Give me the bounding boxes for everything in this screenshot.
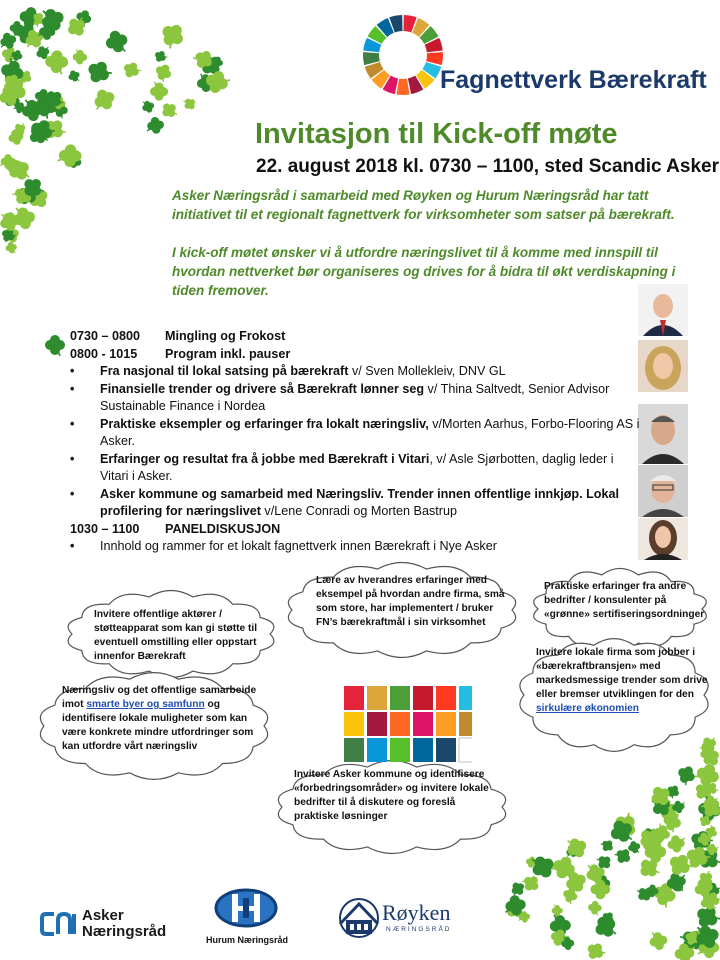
- thought-cloud-6: [272, 758, 512, 856]
- clover-icon: [38, 4, 68, 35]
- program-item-speaker: v/ Sven Mollekleiv, DNV GL: [348, 364, 506, 378]
- program-list-panel: [70, 538, 640, 556]
- clover-icon: [121, 59, 143, 81]
- brand-title: Fagnettverk Bærekraft: [440, 66, 707, 94]
- sdg-goal-tile: [367, 738, 387, 762]
- clover-icon: [145, 116, 165, 135]
- clover-icon: [57, 144, 82, 168]
- clover-icon: [666, 834, 687, 854]
- clover-icon: [33, 87, 53, 106]
- royken-logo-text: Røyken: [382, 900, 451, 925]
- sdg-goal-tile: [436, 712, 456, 736]
- clover-icon: [519, 872, 542, 895]
- cloud-text-part: og identifisere lokale muligheter som kan være konkrete mindre utfordringer som kan utfordre vårt næringsliv: [62, 699, 254, 752]
- clover-icon: [0, 45, 19, 65]
- clover-icon: [72, 49, 87, 65]
- clover-icon: [639, 825, 660, 846]
- clover-icon: [0, 225, 22, 246]
- clover-icon: [563, 834, 590, 862]
- clover-icon: [696, 868, 717, 889]
- clover-icon: [644, 884, 659, 898]
- cloud-text-part: Næringsliv og det offentlige samarbeide imot: [62, 685, 257, 710]
- speaker-photo-3: [638, 404, 688, 464]
- clover-icon: [703, 881, 720, 899]
- program-item-speaker: v/ Thina Saltvedt, Senior Advisor Sustainable Finance i Nordea: [100, 381, 610, 413]
- clover-icon: [560, 886, 579, 906]
- clover-icon: [196, 73, 215, 93]
- thought-cloud-text: [536, 646, 708, 716]
- clover-icon: [1, 212, 21, 231]
- program-time: 0800 - 1015: [70, 346, 138, 361]
- clover-icon: [26, 122, 52, 148]
- clover-icon: [549, 927, 571, 948]
- clover-icon: [10, 183, 35, 208]
- asker-logo-line2: Næringsråd: [82, 923, 167, 940]
- clover-icon: [19, 174, 47, 202]
- sdg-wheel-segment: [396, 79, 409, 95]
- sdg-goal-tile: [459, 712, 472, 736]
- clover-icon: [637, 827, 668, 858]
- program-time: 0730 – 0800: [70, 329, 141, 343]
- clover-icon: [29, 10, 47, 28]
- clover-icon: [203, 68, 232, 96]
- clover-icon: [692, 902, 720, 933]
- clover-icon: [12, 100, 27, 115]
- clover-icon: [0, 30, 19, 51]
- clover-icon: [103, 28, 130, 56]
- clover-icon: [683, 843, 713, 872]
- clover-icon: [583, 861, 607, 886]
- clover-icon: [67, 69, 82, 85]
- sdg-goal-tile: [436, 738, 456, 762]
- program-item-speaker: , v/ Asle Sjørbotten, daglig leder i Vitari i Asker.: [100, 451, 614, 483]
- circular-economy-link[interactable]: sirkulære økonomien: [536, 703, 640, 714]
- sdg-goal-tile: [413, 738, 433, 762]
- clover-icon: [32, 93, 59, 121]
- clover-icon: [634, 884, 654, 904]
- clover-icon: [159, 100, 181, 122]
- clover-icon: [11, 121, 28, 138]
- program-item: [70, 451, 640, 486]
- sdg-goal-tile: [436, 686, 456, 710]
- clover-icon: [548, 853, 578, 882]
- clover-icon: [656, 799, 682, 825]
- clover-icon: [706, 843, 719, 856]
- clover-icon: [51, 94, 67, 110]
- clover-icon: [190, 46, 216, 72]
- program-item: [70, 486, 640, 521]
- clover-icon: [698, 891, 720, 913]
- program-desc: Mingling og Frokost: [165, 329, 286, 343]
- program: [70, 328, 640, 556]
- program-row-panel: [70, 521, 640, 539]
- clover-icon: [695, 845, 720, 874]
- hurum-logo-text: Hurum Næringsråd: [206, 935, 289, 945]
- program-item: [70, 363, 640, 381]
- thought-cloud-text: [62, 684, 258, 754]
- clover-icon: [696, 795, 720, 823]
- clover-icon: [0, 226, 18, 245]
- clover-icon: [697, 937, 720, 959]
- clover-icon: [21, 26, 46, 51]
- clover-icon: [636, 825, 663, 852]
- clover-icon: [651, 822, 672, 844]
- clover-icon: [648, 930, 669, 952]
- sdg-wheel-logo: [362, 14, 444, 96]
- program-item: [70, 381, 640, 416]
- clover-icon: [702, 890, 720, 910]
- clover-icon: [692, 921, 720, 952]
- clover-icon: [702, 780, 720, 798]
- clover-icon: [45, 50, 69, 75]
- clover-icon: [676, 925, 707, 956]
- program-desc: Program inkl. pauser: [165, 346, 291, 361]
- clover-icon: [674, 763, 698, 788]
- clover-icon: [13, 163, 30, 181]
- clover-icon: [703, 824, 719, 840]
- clover-icon: [698, 794, 720, 821]
- royken-logo-icon: [336, 898, 382, 938]
- clover-icon: [688, 827, 715, 854]
- clover-icon: [0, 82, 24, 109]
- sdg-goal-tile: [390, 686, 410, 710]
- intro-text: [172, 186, 692, 300]
- sdg-goal-tile: [459, 686, 472, 710]
- clover-icon: [65, 152, 83, 170]
- speaker-photo-5: [638, 518, 688, 560]
- clover-icon: [7, 128, 27, 147]
- clover-icon: [9, 21, 24, 37]
- intro-paragraph-2: I kick-off møtet ønsker vi å utfordre næringslivet til å komme med innspill til hvordan nettverket bør organiseres og drives for å bidra til økt verdiskapning i tiden fremover.: [172, 245, 676, 298]
- clover-icon: [647, 782, 675, 810]
- clover-icon: [584, 939, 608, 960]
- program-item-title: Erfaringer og resultat fra å jobbe med Bærekraft i Vitari: [100, 451, 430, 466]
- clover-icon: [0, 56, 27, 86]
- clover-icon: [564, 843, 581, 859]
- clover-icon: [644, 840, 667, 864]
- program-item: [70, 538, 640, 556]
- clover-icon: [549, 913, 572, 937]
- thought-cloud-text: Invitere Asker kommune og identifisere «forbedringsområder» og invitere lokale bedrifter til å diskutere og foreslå praktiske løsninger: [294, 769, 489, 822]
- thought-cloud-4: [34, 670, 274, 782]
- clover-icon: [591, 912, 621, 942]
- clover-icon: [607, 816, 637, 847]
- clover-icon: [9, 48, 24, 62]
- clover-icon: [16, 67, 35, 85]
- program-item-title: Praktiske eksempler og erfaringer fra lokalt næringsliv,: [100, 416, 429, 431]
- clover-icon: [599, 910, 616, 927]
- clover-icon: [587, 867, 605, 885]
- hurum-naeringsrad-logo: [206, 888, 288, 945]
- page-title: Invitasjon til Kick-off møte: [255, 118, 618, 150]
- thought-cloud-2: [282, 560, 522, 660]
- clover-icon: [609, 809, 642, 842]
- sdg-goal-tile: [413, 686, 433, 710]
- clover-icon: [561, 936, 575, 951]
- clover-icon: [140, 98, 156, 114]
- asker-logo-icon: [40, 910, 80, 938]
- clover-icon: [692, 760, 720, 789]
- clover-icon: [664, 783, 681, 801]
- clover-icon: [683, 929, 702, 948]
- clover-icon: [562, 867, 590, 895]
- clover-icon: [51, 101, 69, 120]
- clover-icon: [0, 154, 16, 169]
- clover-icon: [650, 880, 679, 910]
- clover-icon: [153, 49, 169, 65]
- clover-icon: [665, 871, 687, 894]
- clover-icon: [599, 837, 616, 854]
- clover-icon: [503, 894, 528, 918]
- clover-icon: [24, 184, 52, 212]
- clover-icon: [4, 156, 27, 178]
- sdg-goal-tile: [459, 738, 472, 762]
- clover-icon: [635, 855, 663, 883]
- clover-icon: [181, 95, 198, 112]
- clover-icon: [671, 800, 686, 815]
- intro-paragraph-1: Asker Næringsråd i samarbeid med Røyken og Hurum Næringsråd har tatt initiativet til et regionalt fagnettverk for virksomheter som satser på bærekraft.: [172, 188, 675, 222]
- clover-icon: [594, 852, 614, 872]
- sdg-goals-grid: [342, 686, 472, 764]
- clover-icon: [44, 334, 66, 356]
- event-date-line: 22. august 2018 kl. 0730 – 1100, sted Scandic Asker: [256, 156, 719, 177]
- asker-logo-line1: Asker: [82, 907, 124, 924]
- clover-icon: [1, 155, 19, 173]
- clover-icon: [0, 84, 19, 106]
- clover-icon: [5, 156, 34, 185]
- program-row-main: [70, 346, 640, 364]
- clover-icon: [627, 840, 642, 856]
- clover-icon: [704, 795, 719, 809]
- sdg-goal-tile: [344, 686, 364, 710]
- speaker-photo-1: [638, 284, 688, 336]
- clover-icon: [697, 831, 713, 847]
- clover-icon: [89, 86, 118, 114]
- sdg-goal-tile: [390, 712, 410, 736]
- clover-icon: [14, 181, 41, 208]
- clover-icon: [40, 115, 69, 144]
- program-item-title: Fra nasjonal til lokal satsing på bærekraft: [100, 364, 349, 378]
- program-list: [70, 363, 640, 521]
- royken-logo-sub: NÆRINGSRÅD: [386, 926, 452, 933]
- program-item-title: Finansielle trender og drivere så Bærekraft lønner seg: [100, 381, 425, 396]
- clover-icon: [64, 14, 91, 40]
- clover-icon: [210, 55, 224, 70]
- clover-icon: [700, 799, 715, 815]
- sdg-goal-tile: [344, 712, 364, 736]
- smart-cities-link[interactable]: smarte byer og samfunn: [86, 699, 205, 710]
- clover-icon: [27, 116, 58, 146]
- clover-icon: [196, 50, 225, 80]
- clover-icon: [665, 850, 696, 880]
- clover-icon: [13, 21, 39, 46]
- clover-icon: [156, 19, 189, 52]
- clover-icon: [527, 850, 558, 882]
- clover-icon: [5, 241, 18, 255]
- program-row-breakfast: [70, 328, 640, 346]
- clover-icon: [150, 81, 168, 100]
- clover-icon: [20, 10, 37, 27]
- clover-icon: [551, 904, 562, 916]
- thought-cloud-text: Lære av hverandres erfaringer med eksempel på hvordan andre firma, små som store, har implementert / bruker FN’s bærekraftmål i sin virksomhet: [316, 575, 505, 628]
- clover-icon: [587, 900, 602, 916]
- program-item: [70, 416, 640, 451]
- clover-icon: [692, 923, 719, 950]
- program-item-speaker: v/Morten Aarhus, Forbo-Flooring AS i Asker.: [100, 416, 640, 448]
- clover-icon: [590, 878, 610, 899]
- clover-icon: [0, 74, 30, 106]
- clover-icon: [648, 793, 675, 820]
- clover-icon: [692, 779, 716, 803]
- clover-icon: [0, 209, 21, 233]
- sdg-goal-tile: [413, 712, 433, 736]
- clover-icon: [74, 8, 94, 29]
- clover-icon: [42, 87, 66, 111]
- thought-cloud-1: [62, 588, 280, 680]
- thought-cloud-5: [514, 636, 714, 754]
- clover-icon: [11, 204, 38, 232]
- clover-icon: [697, 813, 713, 829]
- clover-icon: [34, 44, 52, 61]
- program-item-title: Asker kommune og samarbeid med Næringsliv. Trender innen offentlige innkjøp. Lokal profilering for næringslivet: [100, 486, 620, 518]
- sdg-goal-tile: [344, 738, 364, 762]
- program-desc: PANELDISKUSJON: [165, 521, 281, 536]
- clover-icon: [612, 845, 633, 866]
- sdg-goal-tile: [367, 686, 387, 710]
- sdg-goal-tile: [390, 738, 410, 762]
- speaker-photo-2: [638, 340, 688, 392]
- program-item-title: Innhold og rammer for et lokalt fagnettverk innen Bærekraft i Nye Asker: [100, 539, 497, 553]
- speaker-photo-4: [638, 465, 688, 517]
- hurum-logo-icon: [206, 888, 286, 928]
- thought-cloud-text: Praktiske erfaringer fra andre bedrifter / konsulenter på «grønne» sertifiseringsordninger: [544, 581, 705, 620]
- clover-icon: [152, 61, 174, 83]
- clover-icon: [508, 879, 528, 898]
- clover-icon: [666, 871, 690, 894]
- program-item-speaker: v/Lene Conradi og Morten Bastrup: [260, 504, 457, 518]
- clover-icon: [0, 86, 25, 111]
- clover-icon: [1, 71, 23, 93]
- clover-icon: [692, 876, 716, 900]
- thought-cloud-text: Invitere offentlige aktører / støtteapparat som kan gi støtte til eventuell omstilling eller oppstart innenfor Bærekraft: [94, 609, 258, 662]
- clover-icon: [674, 942, 697, 960]
- clover-icon: [38, 23, 56, 40]
- clover-icon: [84, 57, 115, 88]
- clover-icon: [503, 897, 529, 923]
- clover-icon: [20, 97, 44, 122]
- clover-icon: [17, 5, 42, 31]
- clover-icon: [595, 875, 611, 892]
- program-time: 1030 – 1100: [70, 521, 140, 536]
- cloud-text-part: Invitere lokale firma som jobber i «bærekraftbransjen» med markedsmessige trender som drive eller bremser utviklingen for den: [536, 647, 708, 700]
- clover-icon: [660, 810, 683, 834]
- sdg-goal-tile: [367, 712, 387, 736]
- clover-icon: [517, 910, 531, 923]
- clover-icon: [525, 856, 539, 869]
